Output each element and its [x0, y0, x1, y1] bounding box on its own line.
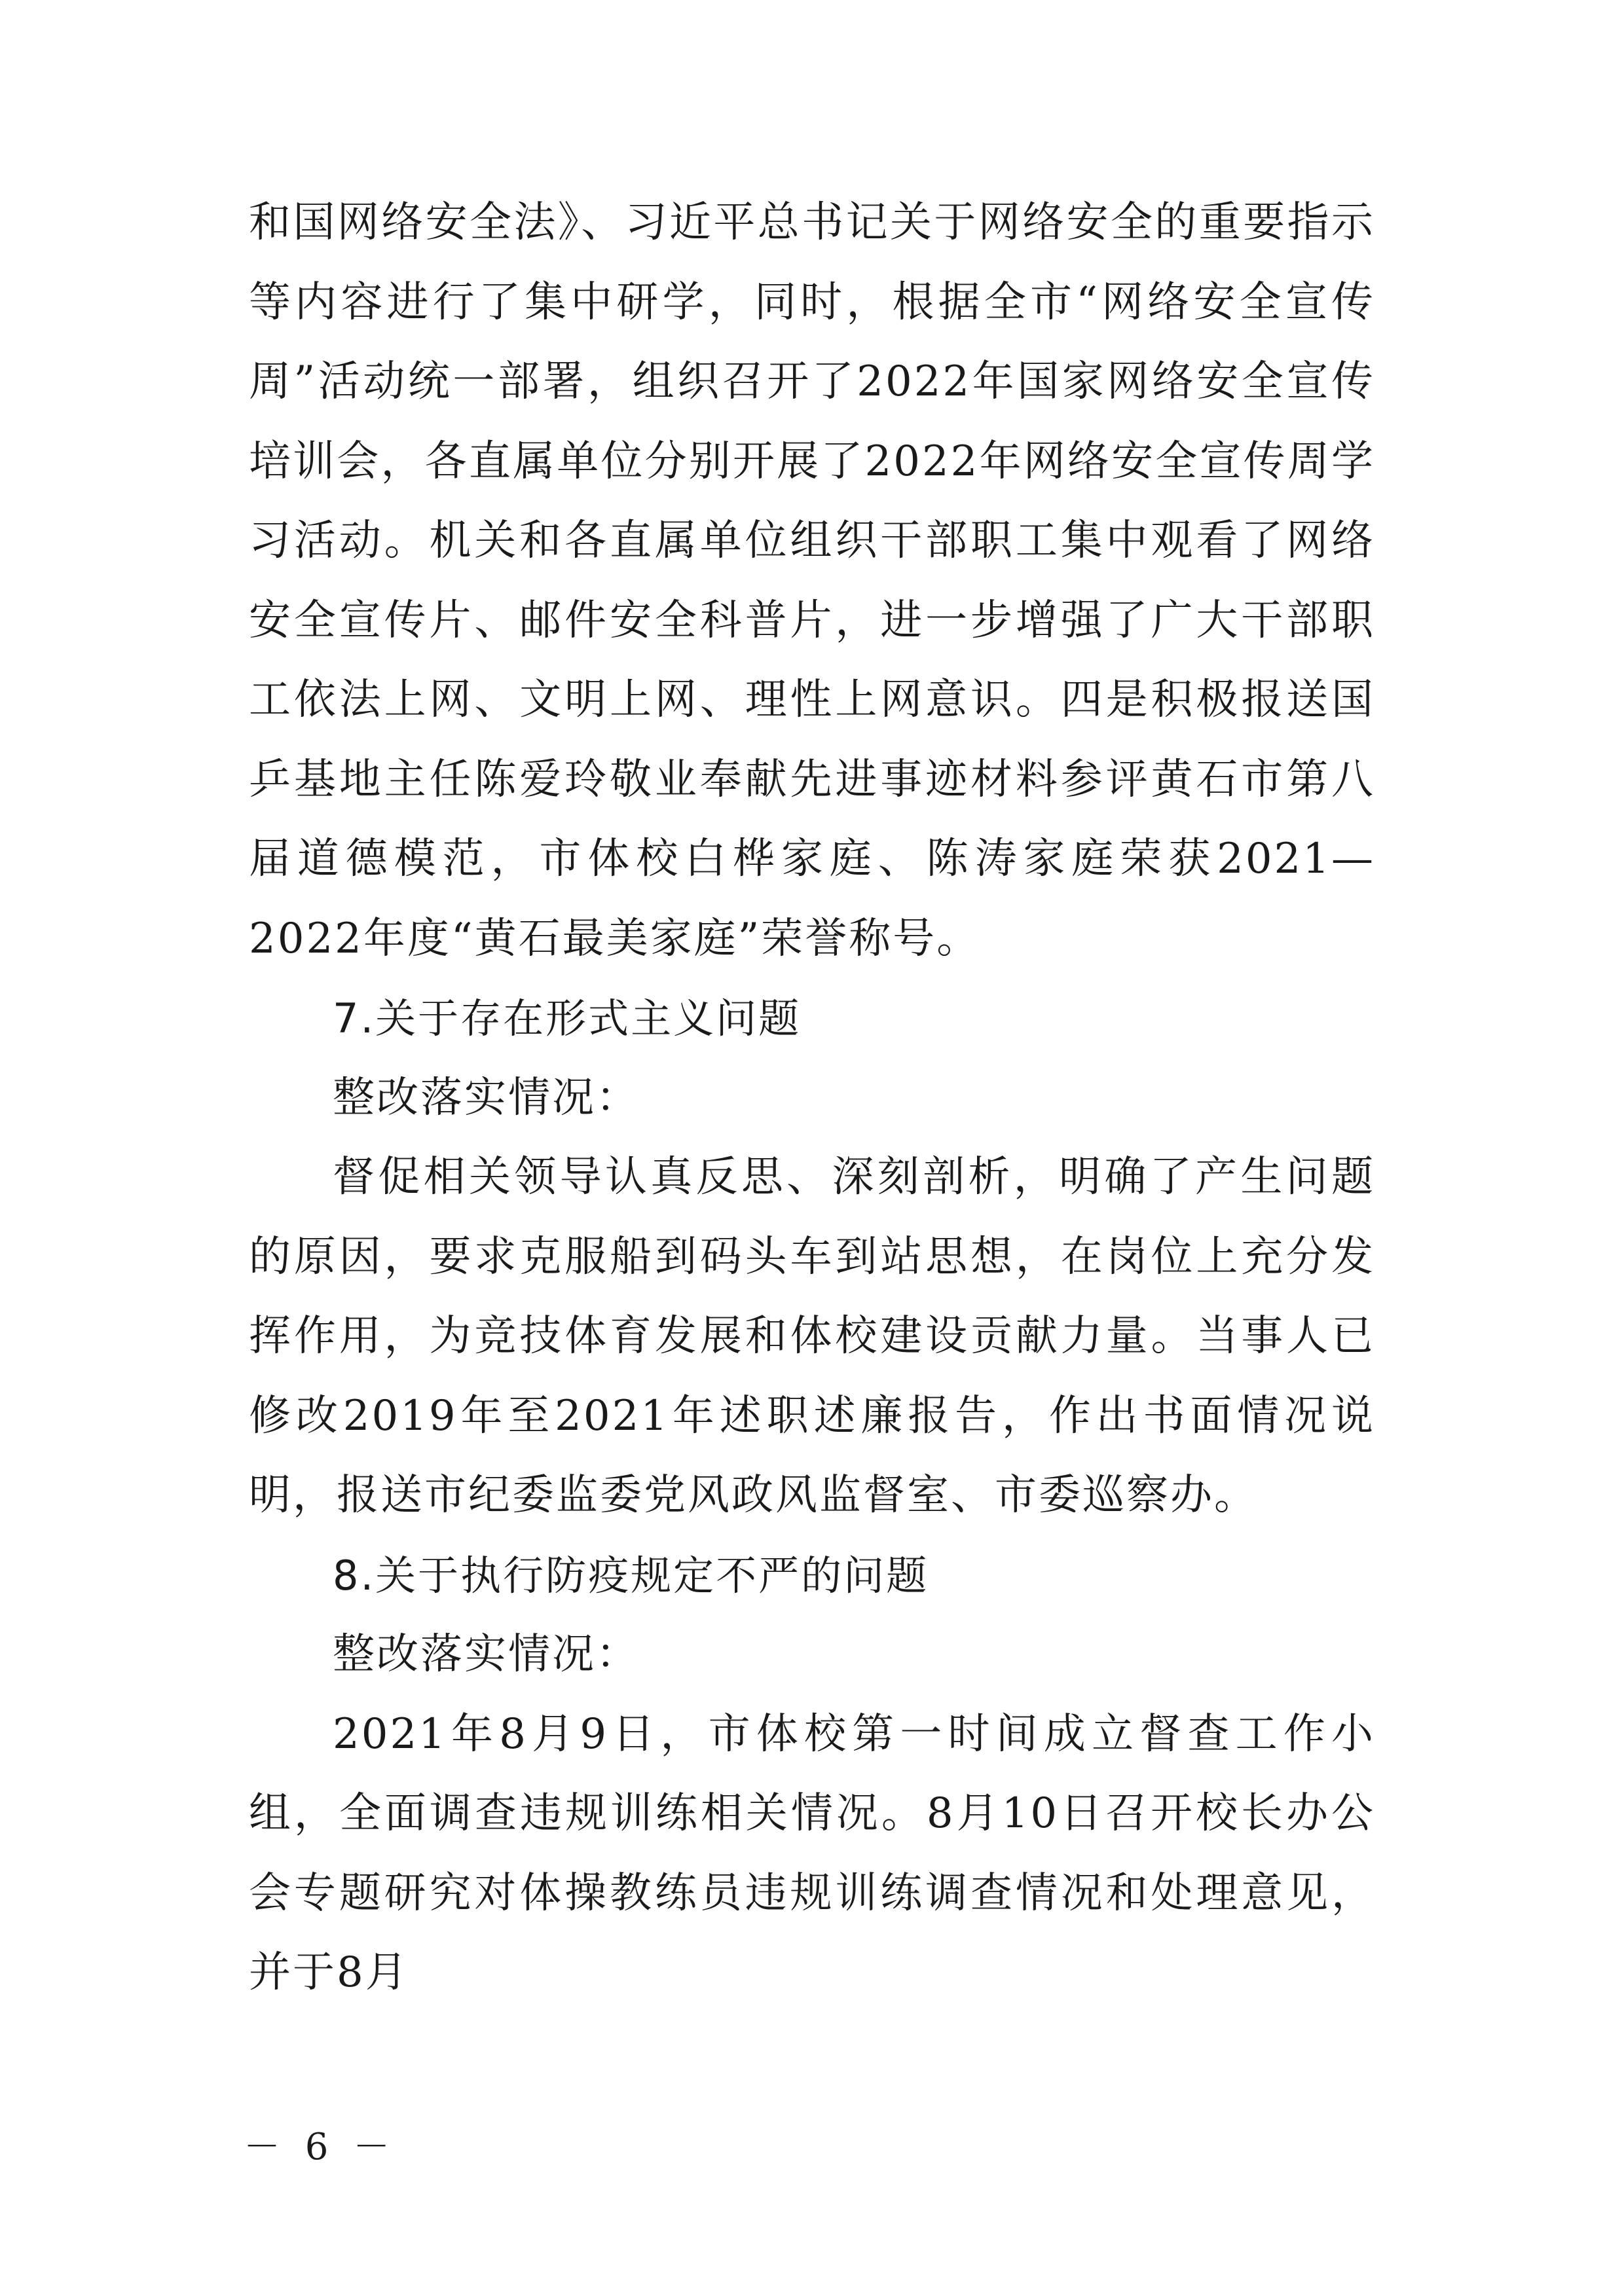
- page-number: － 6 －: [244, 2126, 397, 2168]
- rectification-label-7: 整改落实情况：: [333, 1073, 640, 1122]
- rectification-label-8: 整改落实情况：: [333, 1630, 640, 1679]
- paragraph-continuation: 和国网络安全法》、习近平总书记关于网络安全的重要指示等内容进行了集中研学，同时，根据全市“网络安全宣传周”活动统一部署，组织召开了2022年国家网络安全宣传培训会，各直属单位分别开展了2022年网络安全宣传周学习活动。机关和各直属单位组织干部职工集中观看了网络安全宣传片、邮件安全科普片，进一步增强了广大干部职工依法上网、文明上网、理性上网意识。四是积极报送国乒基地主任陈爱玲敬业奉献先进事迹材料参评黄石市第八届道德模范，市体校白桦家庭、陈涛家庭荣获2021—2022年度“黄石最美家庭”荣誉称号。: [249, 198, 1375, 963]
- paragraph-section-7: 督促相关领导认真反思、深刻剖析，明确了产生问题的原因，要求克服船到码头车到站思想，在岗位上充分发挥作用，为竞技体育发展和体校建设贡献力量。当事人已修改2019年至2021年述职述廉报告，作出书面情况说明，报送市纪委监委党风政风监督室、市委巡察办。: [249, 1153, 1375, 1520]
- paragraph-section-8: 2021年8月9日，市体校第一时间成立督查工作小组，全面调查违规训练相关情况。8月10日召开校长办公会专题研究对体操教练员违规训练调查情况和处理意见，并于8月: [249, 1709, 1375, 1997]
- document-body: [249, 183, 1375, 2013]
- section-heading-8: 8.关于执行防疫规定不严的问题: [333, 1551, 929, 1599]
- section-heading-7: 7.关于存在形式主义问题: [333, 994, 802, 1042]
